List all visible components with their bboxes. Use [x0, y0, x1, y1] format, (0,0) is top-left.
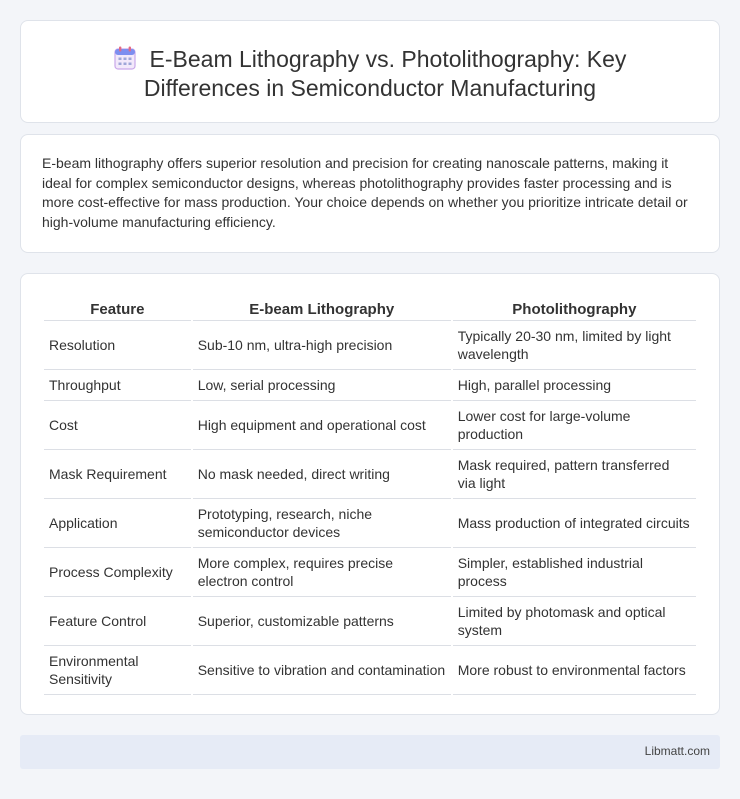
cell-photo: More robust to environmental factors	[453, 646, 696, 695]
cell-ebeam: No mask needed, direct writing	[193, 450, 451, 499]
page-title-text: E-Beam Lithography vs. Photolithography: Key Differences in Semiconductor Manufacturing	[143, 46, 627, 101]
summary-text: E-beam lithography offers superior resolution and precision for creating nanoscale patterns, making it ideal for complex semiconductor designs, whereas photolithography provides faster processing and is more cost-effective for mass production. Your choice depends on whether you prioritize intricate detail or high-volume manufacturing efficiency.	[42, 155, 688, 230]
cell-feature: Resolution	[44, 321, 191, 370]
cell-ebeam: Sub-10 nm, ultra-high precision	[193, 321, 451, 370]
cell-photo: Lower cost for large-volume production	[453, 401, 696, 450]
cell-photo: Mass production of integrated circuits	[453, 499, 696, 548]
cell-ebeam: Prototyping, research, niche semiconductor devices	[193, 499, 451, 548]
column-header-feature: Feature	[44, 295, 191, 321]
table-row	[44, 597, 696, 646]
cell-ebeam: Low, serial processing	[193, 370, 451, 401]
footer-bar	[20, 735, 720, 769]
cell-feature: Mask Requirement	[44, 450, 191, 499]
table-row	[44, 450, 696, 499]
cell-photo: Typically 20-30 nm, limited by light wavelength	[453, 321, 696, 370]
cell-ebeam: More complex, requires precise electron control	[193, 548, 451, 597]
table-row	[44, 499, 696, 548]
cell-ebeam: High equipment and operational cost	[193, 401, 451, 450]
cell-ebeam: Superior, customizable patterns	[193, 597, 451, 646]
table-row	[44, 548, 696, 597]
title-card	[20, 20, 720, 123]
column-header-ebeam: E-beam Lithography	[193, 295, 451, 321]
column-header-photo: Photolithography	[453, 295, 696, 321]
cell-photo: Simpler, established industrial process	[453, 548, 696, 597]
cell-feature: Process Complexity	[44, 548, 191, 597]
calendar-icon	[114, 46, 136, 70]
cell-photo: High, parallel processing	[453, 370, 696, 401]
table-header-row	[44, 295, 696, 321]
summary-card	[20, 134, 720, 253]
cell-photo: Limited by photomask and optical system	[453, 597, 696, 646]
table-row	[44, 401, 696, 450]
comparison-table	[42, 295, 698, 695]
cell-feature: Application	[44, 499, 191, 548]
cell-ebeam: Sensitive to vibration and contamination	[193, 646, 451, 695]
cell-feature: Environmental Sensitivity	[44, 646, 191, 695]
table-row	[44, 321, 696, 370]
cell-feature: Feature Control	[44, 597, 191, 646]
cell-feature: Cost	[44, 401, 191, 450]
table-row	[44, 370, 696, 401]
cell-feature: Throughput	[44, 370, 191, 401]
comparison-card	[20, 273, 720, 715]
table-row	[44, 646, 696, 695]
page-title	[21, 45, 719, 103]
footer-brand[interactable]: Libmatt.com	[644, 744, 710, 758]
cell-photo: Mask required, pattern transferred via light	[453, 450, 696, 499]
